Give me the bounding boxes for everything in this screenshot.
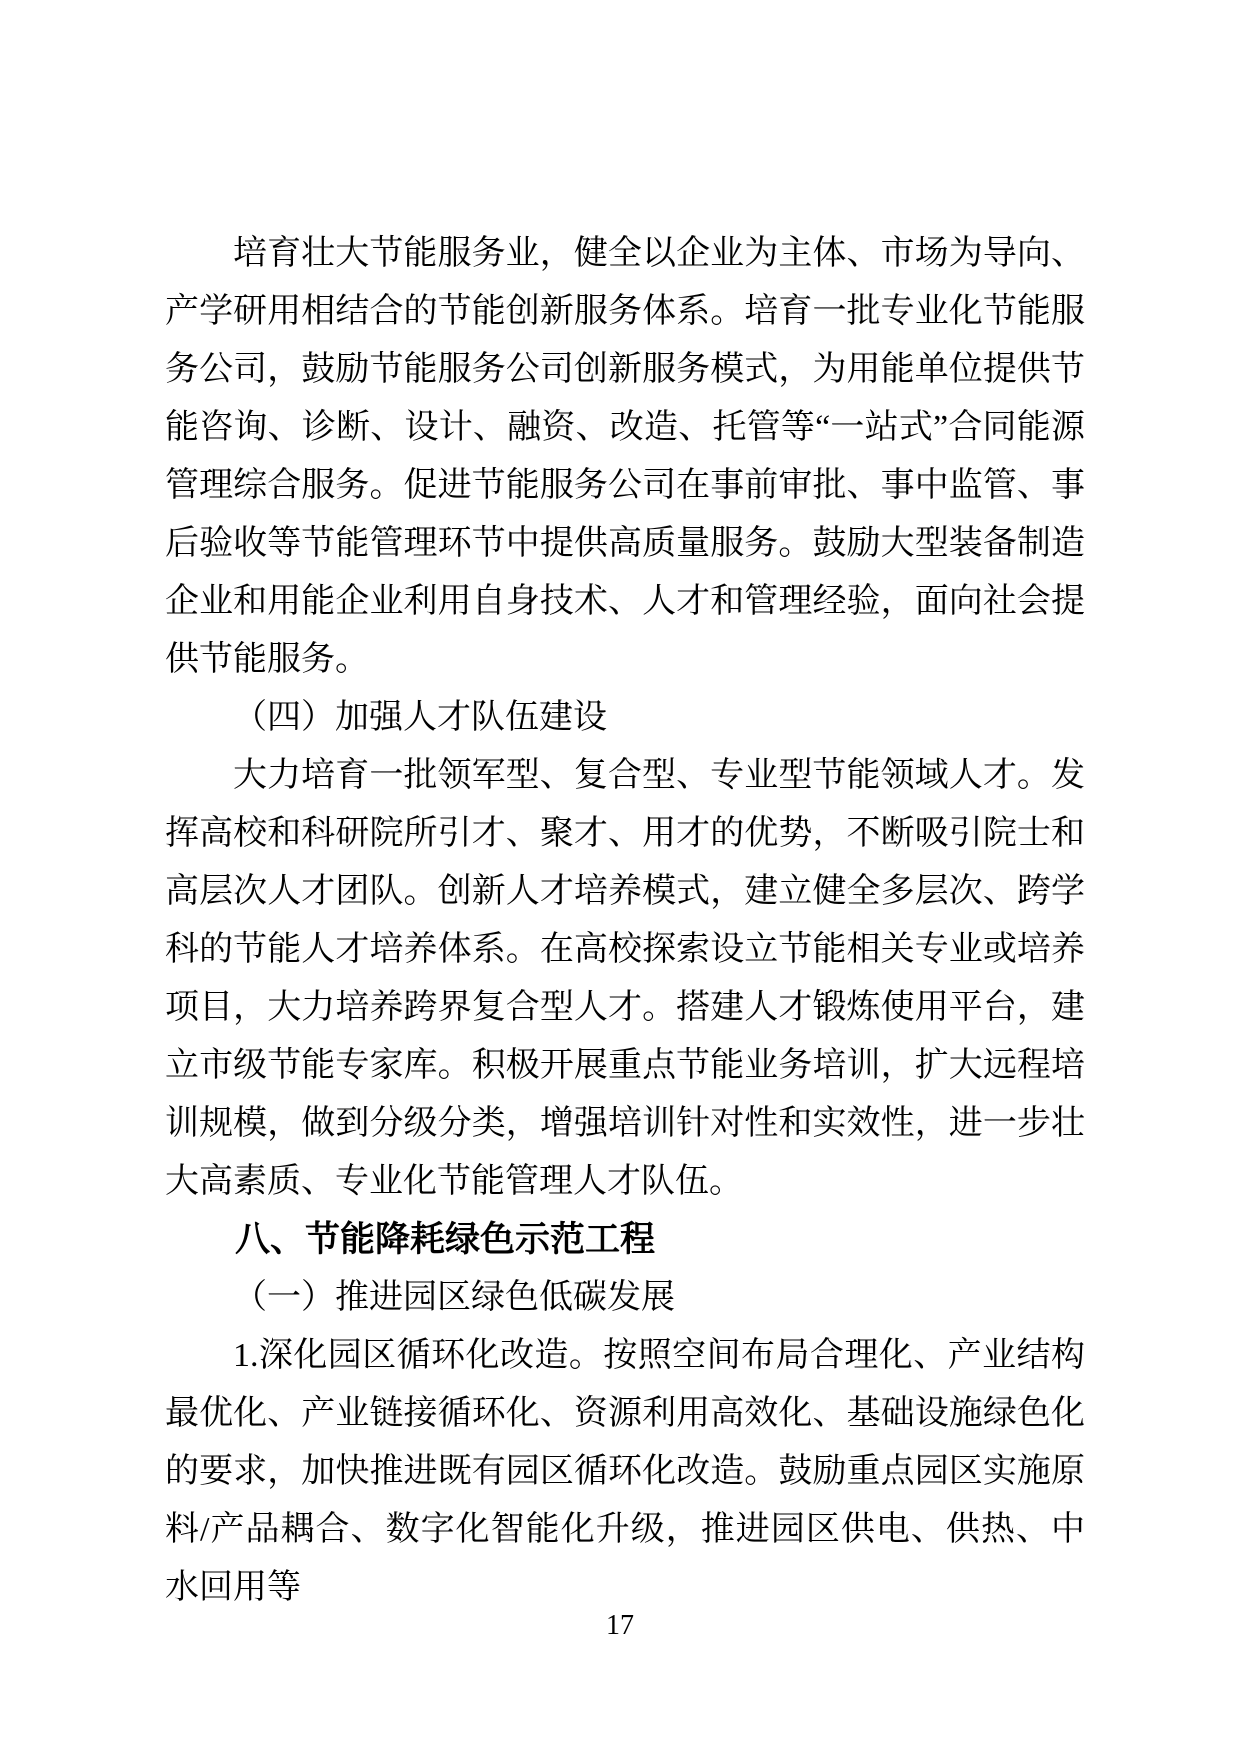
paragraph-park-circular-transformation: 1.深化园区循环化改造。按照空间布局合理化、产业结构最优化、产业链接循环化、资源利用高效化、基础设施绿色化的要求，加快推进既有园区循环化改造。鼓励重点园区实施原料/产品耦合、数字化智能化升级，推进园区供电、供热、中水回用等	[165, 1337, 1085, 1606]
paragraph-talent-cultivation: 大力培育一批领军型、复合型、专业型节能领域人才。发挥高校和科研院所引才、聚才、用才的优势，不断吸引院士和高层次人才团队。创新人才培养模式，建立健全多层次、跨学科的节能人才培养体系。在高校探索设立节能相关专业或培养项目，大力培养跨界复合型人才。搭建人才锻炼使用平台，建立市级节能专家库。积极开展重点节能业务培训，扩大远程培训规模，做到分级分类，增强培训针对性和实效性，进一步壮大高素质、专业化节能管理人才队伍。	[165, 757, 1085, 1200]
subsection-heading-talent-team: （四）加强人才队伍建设	[233, 699, 607, 736]
document-body	[165, 225, 1085, 1617]
paragraph-energy-service-industry: 培育壮大节能服务业，健全以企业为主体、市场为导向、产学研用相结合的节能创新服务体系。培育一批专业化节能服务公司，鼓励节能服务公司创新服务模式，为用能单位提供节能咨询、诊断、设计、融资、改造、托管等“一站式”合同能源管理综合服务。促进节能服务公司在事前审批、事中监管、事后验收等节能管理环节中提供高质量服务。鼓励大型装备制造企业和用能企业利用自身技术、人才和管理经验，面向社会提供节能服务。	[165, 235, 1085, 678]
subsection-heading-green-low-carbon-parks: （一）推进园区绿色低碳发展	[233, 1279, 675, 1316]
section-heading-green-demonstration-project: 八、节能降耗绿色示范工程	[235, 1220, 656, 1259]
page-number: 17	[606, 1610, 634, 1641]
